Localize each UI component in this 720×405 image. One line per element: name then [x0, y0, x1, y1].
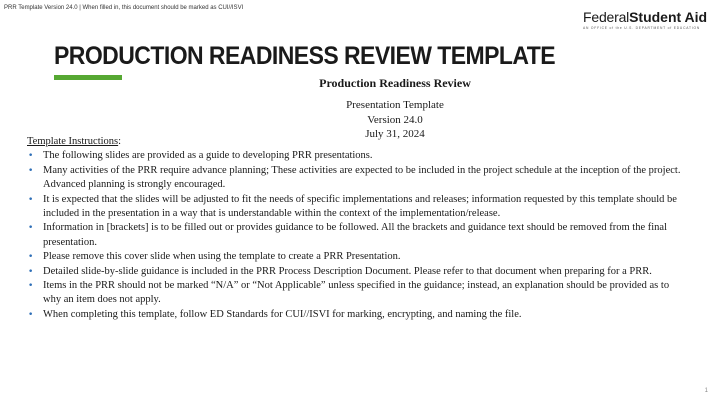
list-item: [27, 308, 687, 322]
bullet-icon: •: [28, 165, 34, 176]
logo-word-federal: Federal: [583, 9, 630, 25]
instructions-list: [27, 149, 687, 322]
header-note: PRR Template Version 24.0 | When filled in, this document should be marked as CUI//ISVI: [4, 5, 244, 11]
meta-date: July 31, 2024: [365, 128, 425, 140]
logo-wordmark: [583, 9, 713, 25]
logo-tagline: AN OFFICE of the U.S. DEPARTMENT of EDUCATION: [583, 26, 701, 30]
list-item-text: Many activities of the PRR require advance planning; These activities are expected to be included in the project schedule at the inception of the project. Advanced planning is strongly encouraged.: [43, 164, 681, 191]
list-item: [27, 164, 687, 193]
list-item-text: Detailed slide-by-slide guidance is included in the PRR Process Description Document. Please refer to that document when preparing for a PRR.: [43, 265, 652, 277]
list-item: [27, 279, 687, 308]
meta-version: Version 24.0: [367, 114, 423, 126]
meta-presentation-template: Presentation Template: [346, 99, 444, 111]
logo-word-student-aid: Student Aid: [629, 9, 708, 25]
list-item: [27, 221, 687, 250]
page-number: 1: [704, 388, 708, 394]
bullet-icon: •: [28, 309, 34, 320]
page-title: PRODUCTION READINESS REVIEW TEMPLATE: [54, 42, 556, 70]
bullet-icon: •: [28, 266, 34, 277]
list-item: [27, 149, 687, 163]
subtitle: Production Readiness Review: [319, 76, 471, 90]
list-item-text: Please remove this cover slide when using the template to create a PRR Presentation.: [43, 251, 401, 263]
list-item: [27, 250, 687, 264]
bullet-icon: •: [28, 194, 34, 205]
instructions-heading: [27, 135, 687, 149]
bullet-icon: •: [28, 151, 34, 162]
instructions-heading-text: Template Instructions: [27, 136, 119, 147]
list-item-text: Items in the PRR should not be marked “N/A” or “Not Applicable” unless specified in the guidance; instead, an explanation should be provided as to why an item does not apply.: [43, 280, 670, 306]
bullet-icon: •: [28, 281, 34, 292]
bullet-icon: •: [28, 223, 34, 234]
list-item-text: Information in [brackets] is to be filled out or provides guidance to be followed. All the brackets and guidance text should be removed from the final presentation.: [43, 222, 667, 248]
instructions-heading-colon: :: [118, 136, 122, 147]
list-item-text: The following slides are provided as a guide to developing PRR presentations.: [43, 150, 373, 162]
template-instructions: [27, 135, 687, 322]
bullet-icon: •: [28, 252, 34, 263]
list-item: [27, 265, 687, 279]
list-item-text: When completing this template, follow ED Standards for CUI//ISVI for marking, encrypting, and naming the file.: [43, 308, 522, 320]
list-item-text: It is expected that the slides will be adjusted to fit the needs of specific implementations and releases; information requested by this template should be included in the presentation in a way that is understandable within the context of the implementation/release.: [43, 193, 677, 220]
list-item: [27, 193, 687, 222]
federal-student-aid-logo: [583, 9, 713, 33]
